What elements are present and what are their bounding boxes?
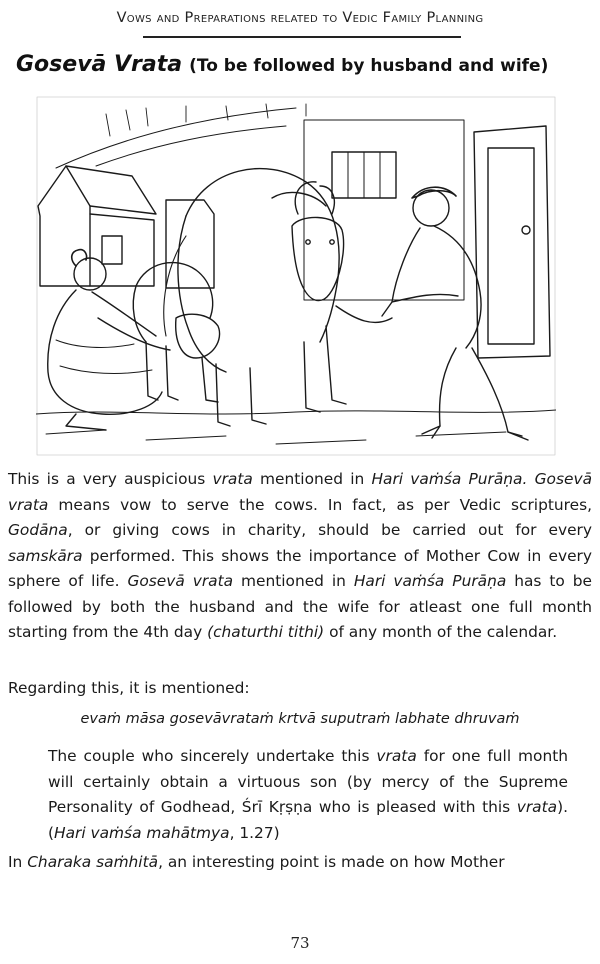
paragraph-gaseva-vrata: This is a very auspicious vrata mentioned in Hari vaṁśa Purāṇa. Gosevā vrata means vow to serve the cows. In fact, as per Vedic scriptures, Godāna, or giving cows in charity, should be carried out for every samskāra performed. This shows the importance of Mother Cow in every sphere of life. Gosevā vrata mentioned in Hari vaṁśa Purāṇa has to be followed by both the husband and the wife for atleast one full month starting from the 4th day (chaturthi tithi) of any month of the calendar.: [8, 470, 592, 641]
village-cow-illustration: [36, 96, 556, 456]
section-title-subtitle: (To be followed by husband and wife): [189, 56, 549, 76]
paragraph-charaka-samhita: In Charaka saṁhitā, an interesting point is made on how Mother: [8, 853, 505, 871]
running-header: Vows and Preparations related to Vedic Family Planning: [116, 10, 484, 26]
sanskrit-verse: evaṁ māsa gosevāvrataṁ krtvā suputraṁ labhate dhruvaṁ: [80, 711, 520, 727]
header-rule: [143, 36, 461, 38]
section-title: [16, 52, 548, 77]
paragraph-regarding: Regarding this, it is mentioned:: [8, 679, 250, 697]
page-number: 73: [290, 934, 310, 952]
verse-translation-quote: The couple who sincerely undertake this vrata for one full month will certainly obtain a virtuous son (by mercy of the Supreme Personality of Godhead, Śrī Kṛṣṇa who is pleased with this vrata). (Hari vaṁśa mahātmya, 1.27): [48, 747, 568, 842]
section-title-main: Gosevā Vrata: [16, 52, 183, 77]
